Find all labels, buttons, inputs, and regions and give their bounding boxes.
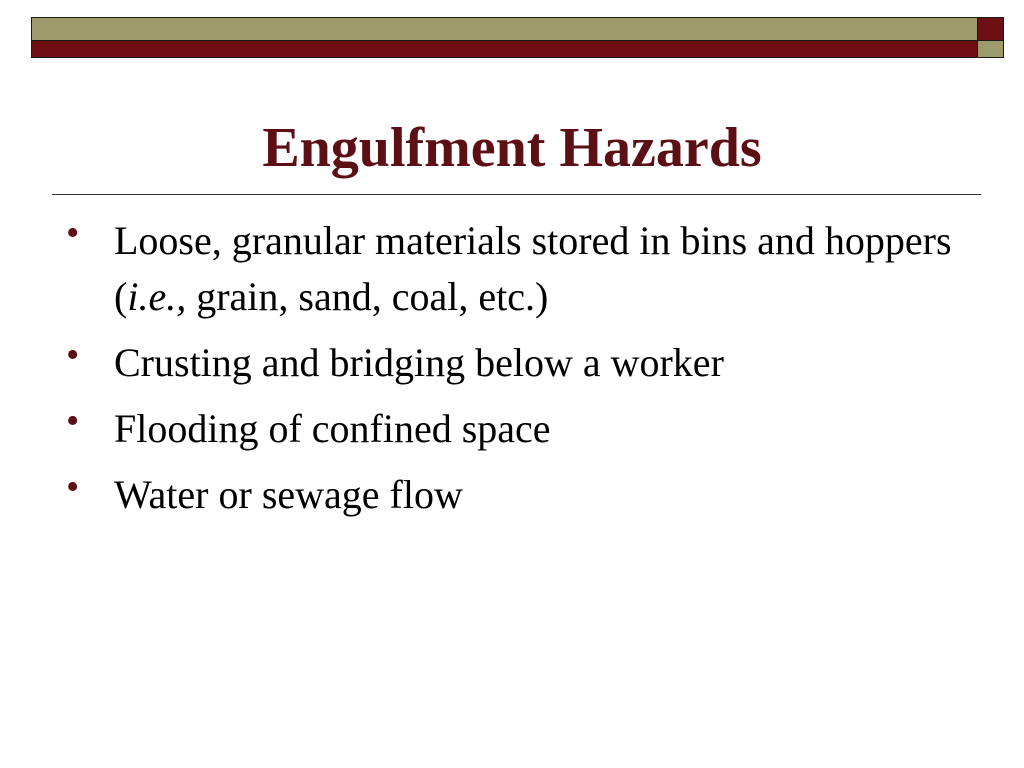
slide-title: Engulfment Hazards — [262, 117, 762, 179]
header-band-maroon — [31, 41, 978, 58]
bullet-text: Flooding of confined space — [114, 406, 551, 451]
bullet-list — [60, 213, 960, 533]
bullet-item — [60, 401, 960, 457]
bullet-text-part: Loose, granular materials stored in bins and hoppers ( — [114, 218, 952, 319]
bullet-text-part: grain, sand, coal, etc.) — [186, 274, 549, 319]
bullet-text-italic: i.e., — [127, 274, 187, 319]
bullet-icon: • — [66, 334, 80, 376]
bullet-item — [60, 467, 960, 523]
bullet-item — [60, 335, 960, 391]
bullet-text — [114, 218, 952, 319]
bullet-icon: • — [66, 212, 80, 254]
bullet-icon: • — [66, 466, 80, 508]
bullet-item — [60, 213, 960, 325]
bullet-icon: • — [66, 400, 80, 442]
header-band-olive — [31, 17, 978, 41]
header-corner-maroon — [978, 17, 1004, 41]
title-divider — [52, 194, 981, 195]
bullet-text: Crusting and bridging below a worker — [114, 340, 724, 385]
bullet-text: Water or sewage flow — [114, 472, 463, 517]
header-corner-olive — [978, 41, 1004, 58]
